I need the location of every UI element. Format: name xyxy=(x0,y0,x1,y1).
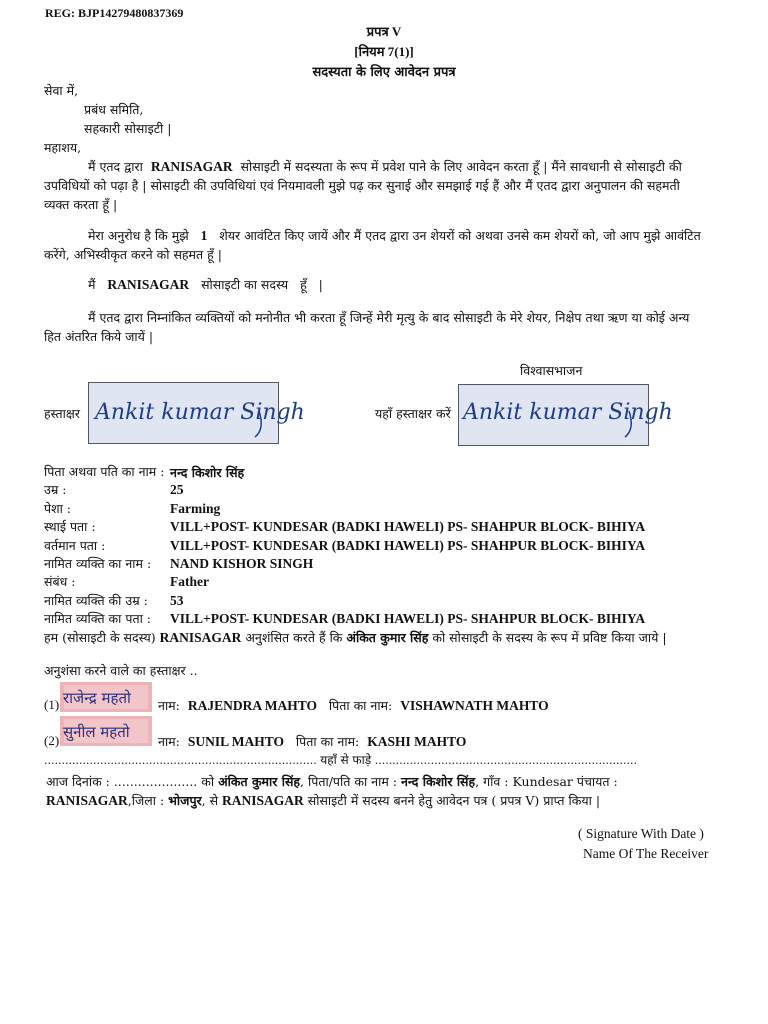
recommender-2-name: नाम: SUNIL MAHTO पिता का नाम: KASHI MAHTO xyxy=(158,734,467,749)
form-title: प्रपत्र V xyxy=(366,24,402,39)
detail-value: 25 xyxy=(170,482,184,498)
paragraph-shares: मेरा अनुरोध है कि मुझे 1 शेयर आवंटित किए जायें और मैं एतद द्वारा उन शेयरों को अथवा उनसे कम शेयरों को, जो आप मुझे आवंटित करेंगे, अभिस्वीकृत करने को सहमत हूँ | xyxy=(44,228,701,262)
trustee-label: विश्वासभाजन xyxy=(520,363,583,378)
paragraph-nomination: मैं एतद द्वारा निम्नांकित व्यक्तियों को मनोनीत भी करता हूँ जिन्हें मेरी मृत्यु के बाद सोसाइटी के मेरे शेयर, निक्षेप तथा ऋण या कोई अन्य हित अंतरित किये जायें | xyxy=(44,310,690,344)
signature-box-right xyxy=(458,384,673,446)
signature-image-left xyxy=(89,383,305,443)
detail-value: VILL+POST- KUNDESAR (BADKI HAWELI) PS- SHAHPUR BLOCK- BIHIYA xyxy=(170,537,646,553)
detail-label: स्थाई पता : xyxy=(44,519,96,535)
paragraph-application: मैं एतद द्वारा RANISAGAR सोसाइटी में सदस्यता के रूप में प्रवेश पाने के लिए आवेदन करता हूँ | मैंने सावधानी से सोसाइटी की उपविधियों को पढ़ा है | सोसाइटी की उपविधियां एवं नियमावली मुझे पढ़ कर सुनाई और समझाई गई हैं और मैं एतद द्वारा अनुपालन की सहमती व्यक्त करता हूँ | xyxy=(44,159,682,212)
signature-image-right xyxy=(459,385,673,445)
recommender-2-index: (2) xyxy=(44,733,60,748)
reg-number: REG: BJP14279480837369 xyxy=(45,6,184,20)
detail-label: वर्तमान पता : xyxy=(44,537,106,553)
address-society: सहकारी सोसाइटी | xyxy=(84,121,172,136)
svg-text:Ankit kumar Singh: Ankit kumar Singh xyxy=(95,400,305,425)
signature-label-left: हस्ताक्षर xyxy=(44,406,80,421)
receiver-name: Name Of The Receiver xyxy=(583,846,709,861)
svg-text:राजेन्द्र महतो: राजेन्द्र महतो xyxy=(63,689,131,707)
recommender-1-signature xyxy=(60,682,152,712)
recommender-signature-label: अनुशंसा करने वाले का हस्ताक्षर .. xyxy=(44,663,198,678)
detail-value: Father xyxy=(170,574,209,590)
salutation: महाशय, xyxy=(44,140,82,155)
detail-value: 53 xyxy=(170,592,184,608)
detail-label: नामित व्यक्ति की उम्र : xyxy=(44,592,148,608)
tear-line: .............................................................................. यहाँ से फाड़े ........................................................................... xyxy=(44,753,637,767)
svg-text:सुनील महतो: सुनील महतो xyxy=(63,723,130,741)
detail-label: पेशा : xyxy=(44,500,72,516)
receipt-text: आज दिनांक : ..................... को अंकित कुमार सिंह, पिता/पति का नाम : नन्द किशोर सिंह, गाँव : Kundesar पंचायत : RANISAGAR,जिला : भोजपुर, से RANISAGAR सोसाइटी में सदस्य बनने हेतु आवेदन पत्र ( प्रपत्र V) प्राप्त किया | xyxy=(46,774,618,808)
detail-value: NAND KISHOR SINGH xyxy=(170,556,314,571)
detail-value: VILL+POST- KUNDESAR (BADKI HAWELI) PS- SHAHPUR BLOCK- BIHIYA xyxy=(170,519,646,535)
detail-value: नन्द किशोर सिंह xyxy=(170,465,245,480)
signature-box-left xyxy=(88,382,305,444)
recommendation-text: हम (सोसाइटी के सदस्य) RANISAGAR अनुशंसित करते हैं कि अंकित कुमार सिंह को सोसाइटी के सदस्य के रूप में प्रविष्ट किया जाये | xyxy=(44,630,667,645)
recommender-1-name: नाम: RAJENDRA MAHTO पिता का नाम: VISHAWNATH MAHTO xyxy=(158,698,549,713)
address-to: सेवा में, xyxy=(44,83,79,98)
recommender-1-index: (1) xyxy=(44,697,60,712)
detail-label: उम्र : xyxy=(44,482,67,498)
receiver-signature-date: ( Signature With Date ) xyxy=(578,826,704,841)
detail-label: संबंध : xyxy=(44,574,76,590)
detail-label: नामित व्यक्ति का पता : xyxy=(44,611,152,627)
detail-label: नामित व्यक्ति का नाम : xyxy=(44,556,152,571)
signature-label-right: यहाँ हस्ताक्षर करें xyxy=(375,406,451,421)
detail-value: Farming xyxy=(170,500,221,516)
svg-text:Ankit kumar Singh: Ankit kumar Singh xyxy=(463,400,673,425)
recommender-2-signature xyxy=(60,716,152,746)
form-rule: [नियम 7(1)] xyxy=(354,44,414,59)
paragraph-member: मैं RANISAGAR सोसाइटी का सदस्य हूँ | xyxy=(88,277,323,292)
form-subtitle: सदस्यता के लिए आवेदन प्रपत्र xyxy=(312,65,456,80)
detail-label: पिता अथवा पति का नाम : xyxy=(44,464,165,479)
detail-value: VILL+POST- KUNDESAR (BADKI HAWELI) PS- SHAHPUR BLOCK- BIHIYA xyxy=(170,611,646,627)
address-committee: प्रबंध समिति, xyxy=(84,102,144,117)
